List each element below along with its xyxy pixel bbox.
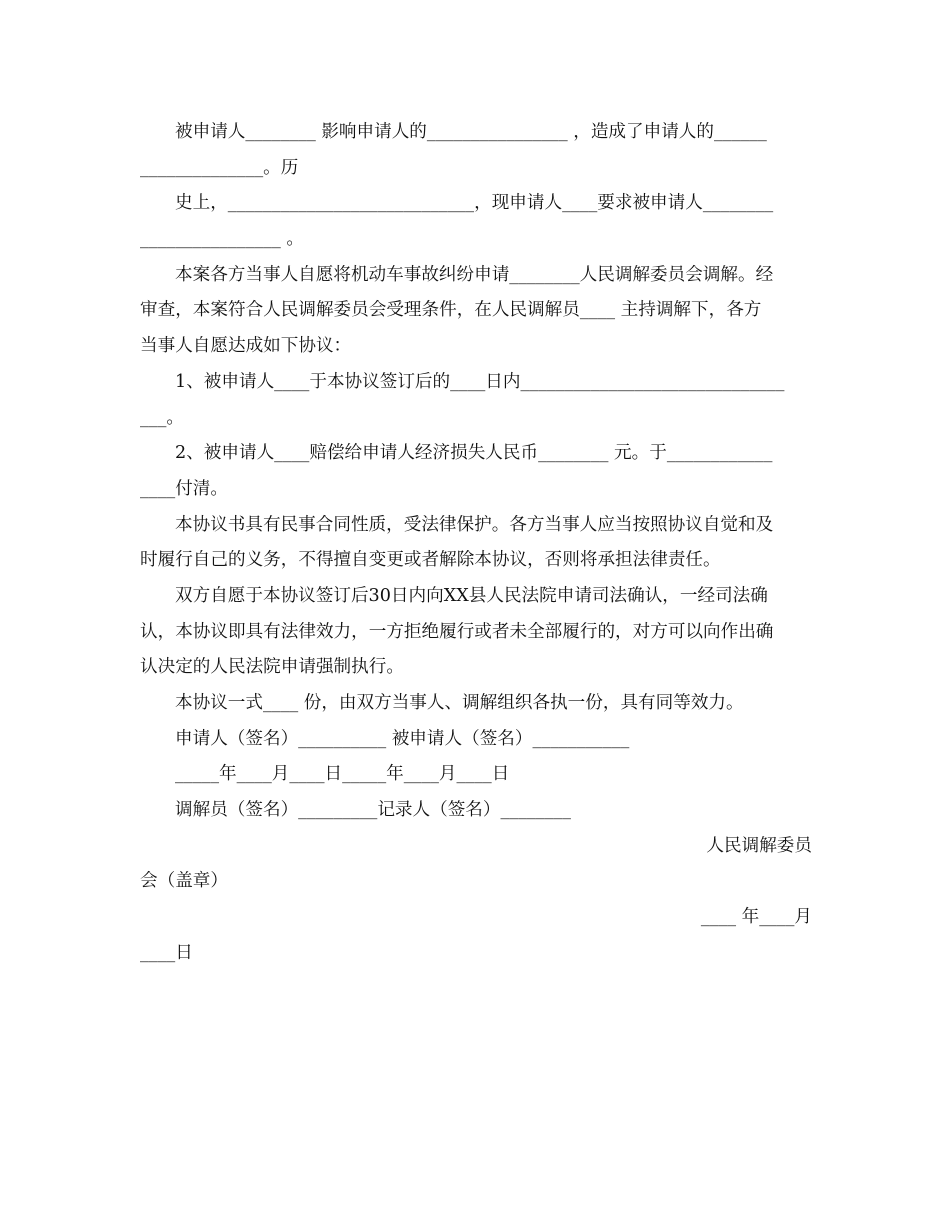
text-line-15: 认，本协议即具有法律效力，一方拒绝履行或者未全部履行的，对方可以向作出确 [140, 621, 774, 642]
signature-line-parties: 申请人（签名）__________ 被申请人（签名）___________ [175, 728, 630, 749]
text-line-5: 本案各方当事人自愿将机动车事故纠纷申请________人民调解委员会调解。经 [175, 264, 774, 285]
text-line-7: 当事人自愿达成如下协议： [140, 336, 352, 357]
agreement-document [140, 115, 812, 972]
committee-name-line: 人民调解委员 [706, 835, 812, 856]
clause-2-line-2: ____付清。 [140, 478, 228, 499]
text-line-16: 认决定的人民法院申请强制执行。 [140, 657, 404, 678]
committee-date-line-1: ____ 年____月 [700, 907, 812, 928]
committee-date-line-2: ____日 [140, 942, 193, 963]
text-line-3: 史上，____________________________，现申请人____要求被申请人________ [175, 193, 774, 214]
text-line-13: 时履行自己的义务，不得擅自变更或者解除本协议，否则将承担法律责任。 [140, 550, 721, 571]
clause-1-line-1: 1、被申请人____于本协议签订后的____日内______________________________ [175, 371, 785, 392]
copies-line: 本协议一式____ 份，由双方当事人、调解组织各执一份，具有同等效力。 [175, 693, 744, 713]
text-line-6: 审查，本案符合人民调解委员会受理条件，在人民调解员____ 主持调解下，各方 [140, 300, 762, 321]
text-line-1: 被申请人________ 影响申请人的________________ ，造成了申请人的______ [175, 122, 767, 142]
text-line-2: ______________。历 [140, 157, 299, 178]
clause-2-line-1: 2、被申请人____赔偿给申请人经济损失人民币________ 元。于____________ [175, 443, 773, 464]
clause-1-line-2: ___。 [140, 407, 184, 428]
text-line-12: 本协议书具有民事合同性质，受法律保护。各方当事人应当按照协议自觉和及 [175, 514, 774, 535]
text-line-14: 双方自愿于本协议签订后30日内向XX县人民法院申请司法确认，一经司法确 [175, 585, 768, 606]
text-line-4: ________________ 。 [140, 229, 304, 250]
signature-line-mediator: 调解员（签名）_________记录人（签名）________ [175, 800, 571, 821]
date-line-parties: _____年____月____日_____年____月____日 [175, 764, 510, 785]
committee-seal-line: 会（盖章） [140, 871, 228, 892]
